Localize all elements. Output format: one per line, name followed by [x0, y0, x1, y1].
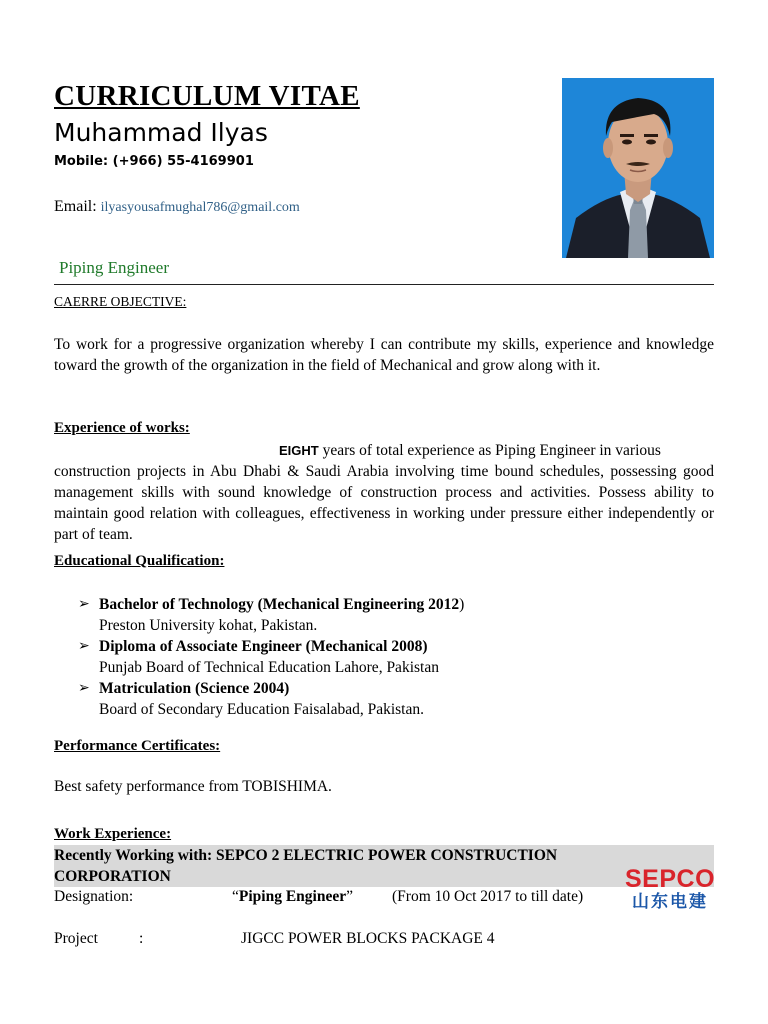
experience-first-line-text: years of total experience as Piping Engineer in various — [318, 442, 661, 459]
email-label: Email: — [54, 198, 97, 215]
education-heading: Educational Qualification: — [54, 553, 225, 569]
sepco-logo — [624, 866, 716, 912]
designation-label: Designation: — [54, 888, 134, 905]
education-item — [78, 678, 718, 699]
education-institution: Board of Secondary Education Faisalabad, Pakistan. — [99, 701, 424, 718]
work-heading: Work Experience: — [54, 826, 172, 842]
project-label: Project — [54, 930, 98, 947]
recent-employer — [54, 845, 714, 887]
header-divider — [54, 284, 714, 285]
candidate-name: Muhammad Ilyas — [54, 118, 268, 147]
experience-text: construction projects in Abu Dhabi & Saudi Arabia involving time bound schedules, possessing good management skills with sound knowledge of construction process and activities. Possess ability to maintain good relation with colleagues, effectiveness in working under pressure either independently or part of team. — [54, 463, 714, 543]
experience-first-line — [54, 440, 714, 461]
objective-text: To work for a progressive organization whereby I can contribute my skills, experience and knowledge toward the growth of the organization in the field of Mechanical and grow along with it. — [54, 336, 714, 374]
experience-heading: Experience of works: — [54, 420, 190, 436]
certificates-text: Best safety performance from TOBISHIMA. — [54, 778, 332, 795]
education-detail-close: ) — [459, 596, 465, 613]
sepco-logo-chinese: 山东电建 — [632, 892, 708, 912]
recent-employer-line2: CORPORATION — [54, 868, 171, 885]
certificates-heading: Performance Certificates: — [54, 738, 221, 754]
education-institution: Punjab Board of Technical Education Lahore, Pakistan — [99, 659, 439, 676]
quote-open: “ — [232, 888, 239, 905]
arrow-bullet-icon: ➢ — [78, 681, 90, 696]
education-degree: Diploma of Associate Engineer — [99, 638, 302, 655]
education-degree: Matriculation — [99, 680, 192, 697]
designation-text: Piping Engineer — [238, 888, 347, 905]
portrait-illustration — [562, 78, 714, 258]
job-title: Piping Engineer — [59, 258, 170, 277]
arrow-bullet-icon: ➢ — [78, 639, 90, 654]
document-title: CURRICULUM VITAE — [54, 80, 360, 112]
education-degree: Bachelor of Technology — [99, 596, 254, 613]
quote-close: ” — [346, 888, 354, 905]
recent-employer-line1: Recently Working with: SEPCO 2 ELECTRIC POWER CONSTRUCTION — [54, 847, 558, 864]
education-item — [78, 594, 718, 615]
profile-photo — [562, 78, 714, 258]
project-separator: : — [139, 930, 144, 947]
education-item — [78, 636, 718, 657]
sepco-logo-text: SEPCO — [624, 865, 716, 893]
email-address[interactable]: ilyasyousafmughal786@gmail.com — [100, 200, 300, 215]
mobile-number: Mobile: (+966) 55-4169901 — [54, 154, 254, 169]
education-detail: (Mechanical Engineering 2012 — [257, 596, 460, 613]
arrow-bullet-icon: ➢ — [78, 597, 90, 612]
education-list — [78, 594, 718, 720]
experience-years: EIGHT — [279, 443, 319, 458]
education-detail: (Science 2004) — [195, 680, 290, 697]
email-row — [54, 198, 300, 216]
objective-heading: CAERRE OBJECTIVE: — [54, 294, 187, 309]
education-detail: (Mechanical 2008) — [305, 638, 428, 655]
designation-period: (From 10 Oct 2017 to till date) — [392, 888, 584, 905]
designation-value — [232, 888, 353, 906]
education-institution: Preston University kohat, Pakistan. — [99, 617, 318, 634]
project-value: JIGCC POWER BLOCKS PACKAGE 4 — [241, 930, 495, 947]
